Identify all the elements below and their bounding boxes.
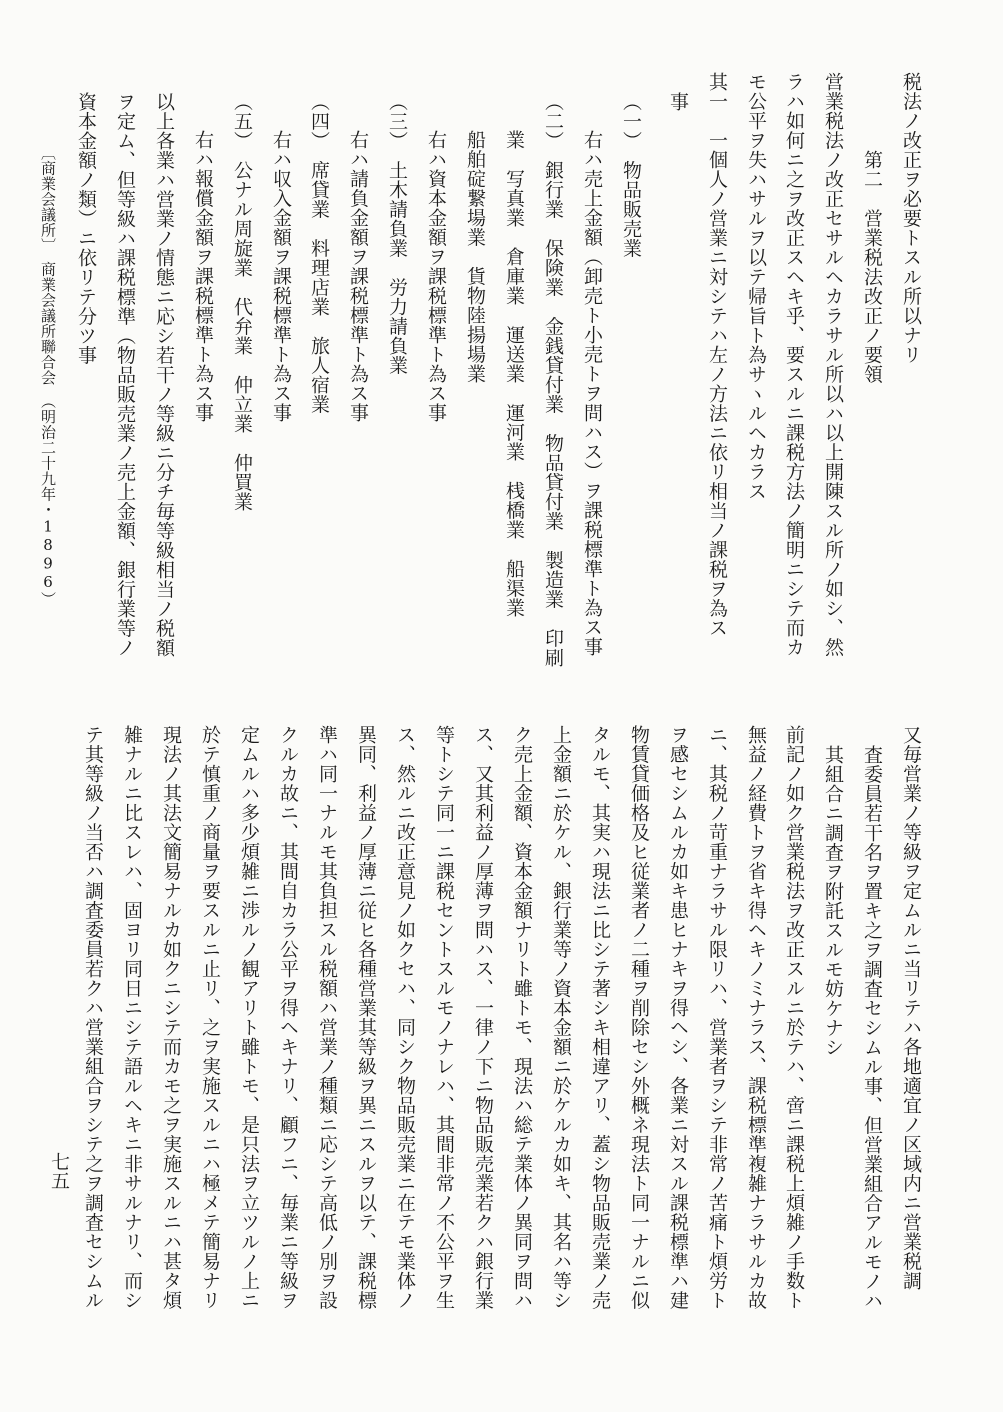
text-line: 右ハ報償金額ヲ課税標準ト為ス事 <box>192 130 214 423</box>
text-line: 右ハ資本金額ヲ課税標準ト為ス事 <box>425 130 447 423</box>
text-line: ス、然ルニ改正意見ノ如クセハ、同シク物品販売業ニ在テモ業体ノ <box>394 725 416 1310</box>
text-line: 又毎営業ノ等級ヲ定ムルニ当リテハ各地適宜ノ区域内ニ営業税調 <box>900 725 922 1291</box>
page-number: 七五 <box>48 1152 70 1190</box>
text-line: 無益ノ経費トヲ省キ得ヘキノミナラス、課税標準複雑ナラサルカ故 <box>745 725 767 1310</box>
list-heading: （五） 公ナル周旋業 代弁業 仲立業 仲買業 <box>231 92 253 512</box>
text-line: 其組合ニ調査ヲ附託スルモ妨ケナシ <box>822 745 844 1057</box>
text-line: 異同、利益ノ厚薄ニ従ヒ各種営業其等級ヲ異ニスルヲ以テ、課税標 <box>355 725 377 1310</box>
text-line: ス、又其利益ノ厚薄ヲ問ハス、一律ノ下ニ物品販売業若クハ銀行業 <box>472 725 494 1310</box>
list-heading: （三） 土木請負業 労力請負業 <box>386 92 408 375</box>
text-line: 業 写真業 倉庫業 運送業 運河業 桟橋業 船渠業 <box>503 130 525 618</box>
text-line: 右ハ収入金額ヲ課税標準ト為ス事 <box>270 130 292 423</box>
text-line: 船舶碇繋場業 貨物陸揚場業 <box>464 130 486 384</box>
text-line: 事 <box>667 92 689 112</box>
text-line: 準ハ同一ナルモ其負担スル税額ハ営業ノ種類ニ応シテ高低ノ別ヲ設 <box>316 725 338 1310</box>
section-heading: 第二 営業税法改正ノ要領 <box>861 150 883 384</box>
text-line: タルモ、其実ハ現法ニ比シテ著シキ相違アリ、蓋シ物品販売業ノ売 <box>589 725 611 1310</box>
text-line: モ公平ヲ失ハサルヲ以テ帰旨ト為サヽルヘカラス <box>745 72 767 501</box>
text-line: 物賃貸価格及ヒ従業者ノ二種ヲ削除セシ外概ネ現法ト同一ナルニ似 <box>628 725 650 1310</box>
text-line: 税法ノ改正ヲ必要トスル所以ナリ <box>900 72 922 365</box>
text-line: 定ムルハ多少煩雑ニ渉ルノ観アリト雖トモ、是只法ヲ立ツルノ上ニ <box>238 725 260 1310</box>
text-line: 其一 一個人ノ営業ニ対シテハ左ノ方法ニ依リ相当ノ課税ヲ為ス <box>706 72 728 638</box>
text-line: 雑ナルニ比スレハ、固ヨリ同日ニシテ語ルヘキニ非サルナリ、而シ <box>121 725 143 1310</box>
text-line: ニ、其税ノ苛重ナラサル限リハ、営業者ヲシテ非常ノ苦痛ト煩労ト <box>706 725 728 1310</box>
list-heading: （一） 物品販売業 <box>620 92 642 258</box>
text-line: 査委員若干名ヲ置キ之ヲ調査セシムル事、但営業組合アルモノハ <box>861 745 883 1311</box>
text-line: 営業税法ノ改正セサルヘカラサル所以ハ以上開陳スル所ノ如シ、然 <box>822 72 844 657</box>
text-line: ヲ感セシムルカ如キ患ヒナキヲ得ヘシ、各業ニ対スル課税標準ハ建 <box>667 725 689 1310</box>
list-heading: （四） 席貸業 料理店業 旅人宿業 <box>308 92 330 414</box>
text-line: 於テ慎重ノ商量ヲ要スルニ止リ、之ヲ実施スルニハ極メテ簡易ナリ <box>199 725 221 1310</box>
text-line: 現法ノ其法文簡易ナルカ如クニシテ而カモ之ヲ実施スルニハ甚タ煩 <box>160 725 182 1310</box>
text-line: 以上各業ハ営業ノ情態ニ応シ若干ノ等級ニ分チ毎等級相当ノ税額 <box>153 92 175 658</box>
text-line: ヲ定ム、但等級ハ課税標準（物品販売業ノ売上金額、銀行業等ノ <box>114 92 136 658</box>
text-line: 上金額ニ於ケル、銀行業等ノ資本金額ニ於ケルカ如キ、其名ハ等シ <box>550 725 572 1310</box>
text-line: 前記ノ如ク営業税法ヲ改正スルニ於テハ、啻ニ課税上煩雑ノ手数ト <box>783 725 805 1310</box>
list-heading: （二） 銀行業 保険業 金銭貸付業 物品貸付業 製造業 印刷 <box>542 92 564 668</box>
text-line: ラハ如何ニ之ヲ改正スヘキ乎、要スルニ課税方法ノ簡明ニシテ而カ <box>783 72 805 657</box>
text-line: テ其等級ノ当否ハ調査委員若クハ営業組合ヲシテ之ヲ調査セシムル <box>82 725 104 1310</box>
text-line: 右ハ請負金額ヲ課税標準ト為ス事 <box>347 130 369 423</box>
text-line: クルカ故ニ、其間自カラ公平ヲ得ヘキナリ、顧フニ、毎業ニ等級ヲ <box>277 725 299 1310</box>
text-line: 右ハ売上金額（卸売ト小売トヲ問ハス）ヲ課税標準ト為ス事 <box>581 130 603 657</box>
source-citation: 〔商業会議所〕 商業会議所聯合会 （明治二十九年・1896） <box>39 145 57 607</box>
text-line: 資本金額ノ類）ニ依リテ分ツ事 <box>75 92 97 365</box>
text-line: 等トシテ同一ニ課税セントスルモノナレハ、其間非常ノ不公平ヲ生 <box>433 725 455 1310</box>
text-line: ク売上金額、資本金額ナリト雖トモ、現法ハ総テ業体ノ異同ヲ問ハ <box>511 725 533 1310</box>
